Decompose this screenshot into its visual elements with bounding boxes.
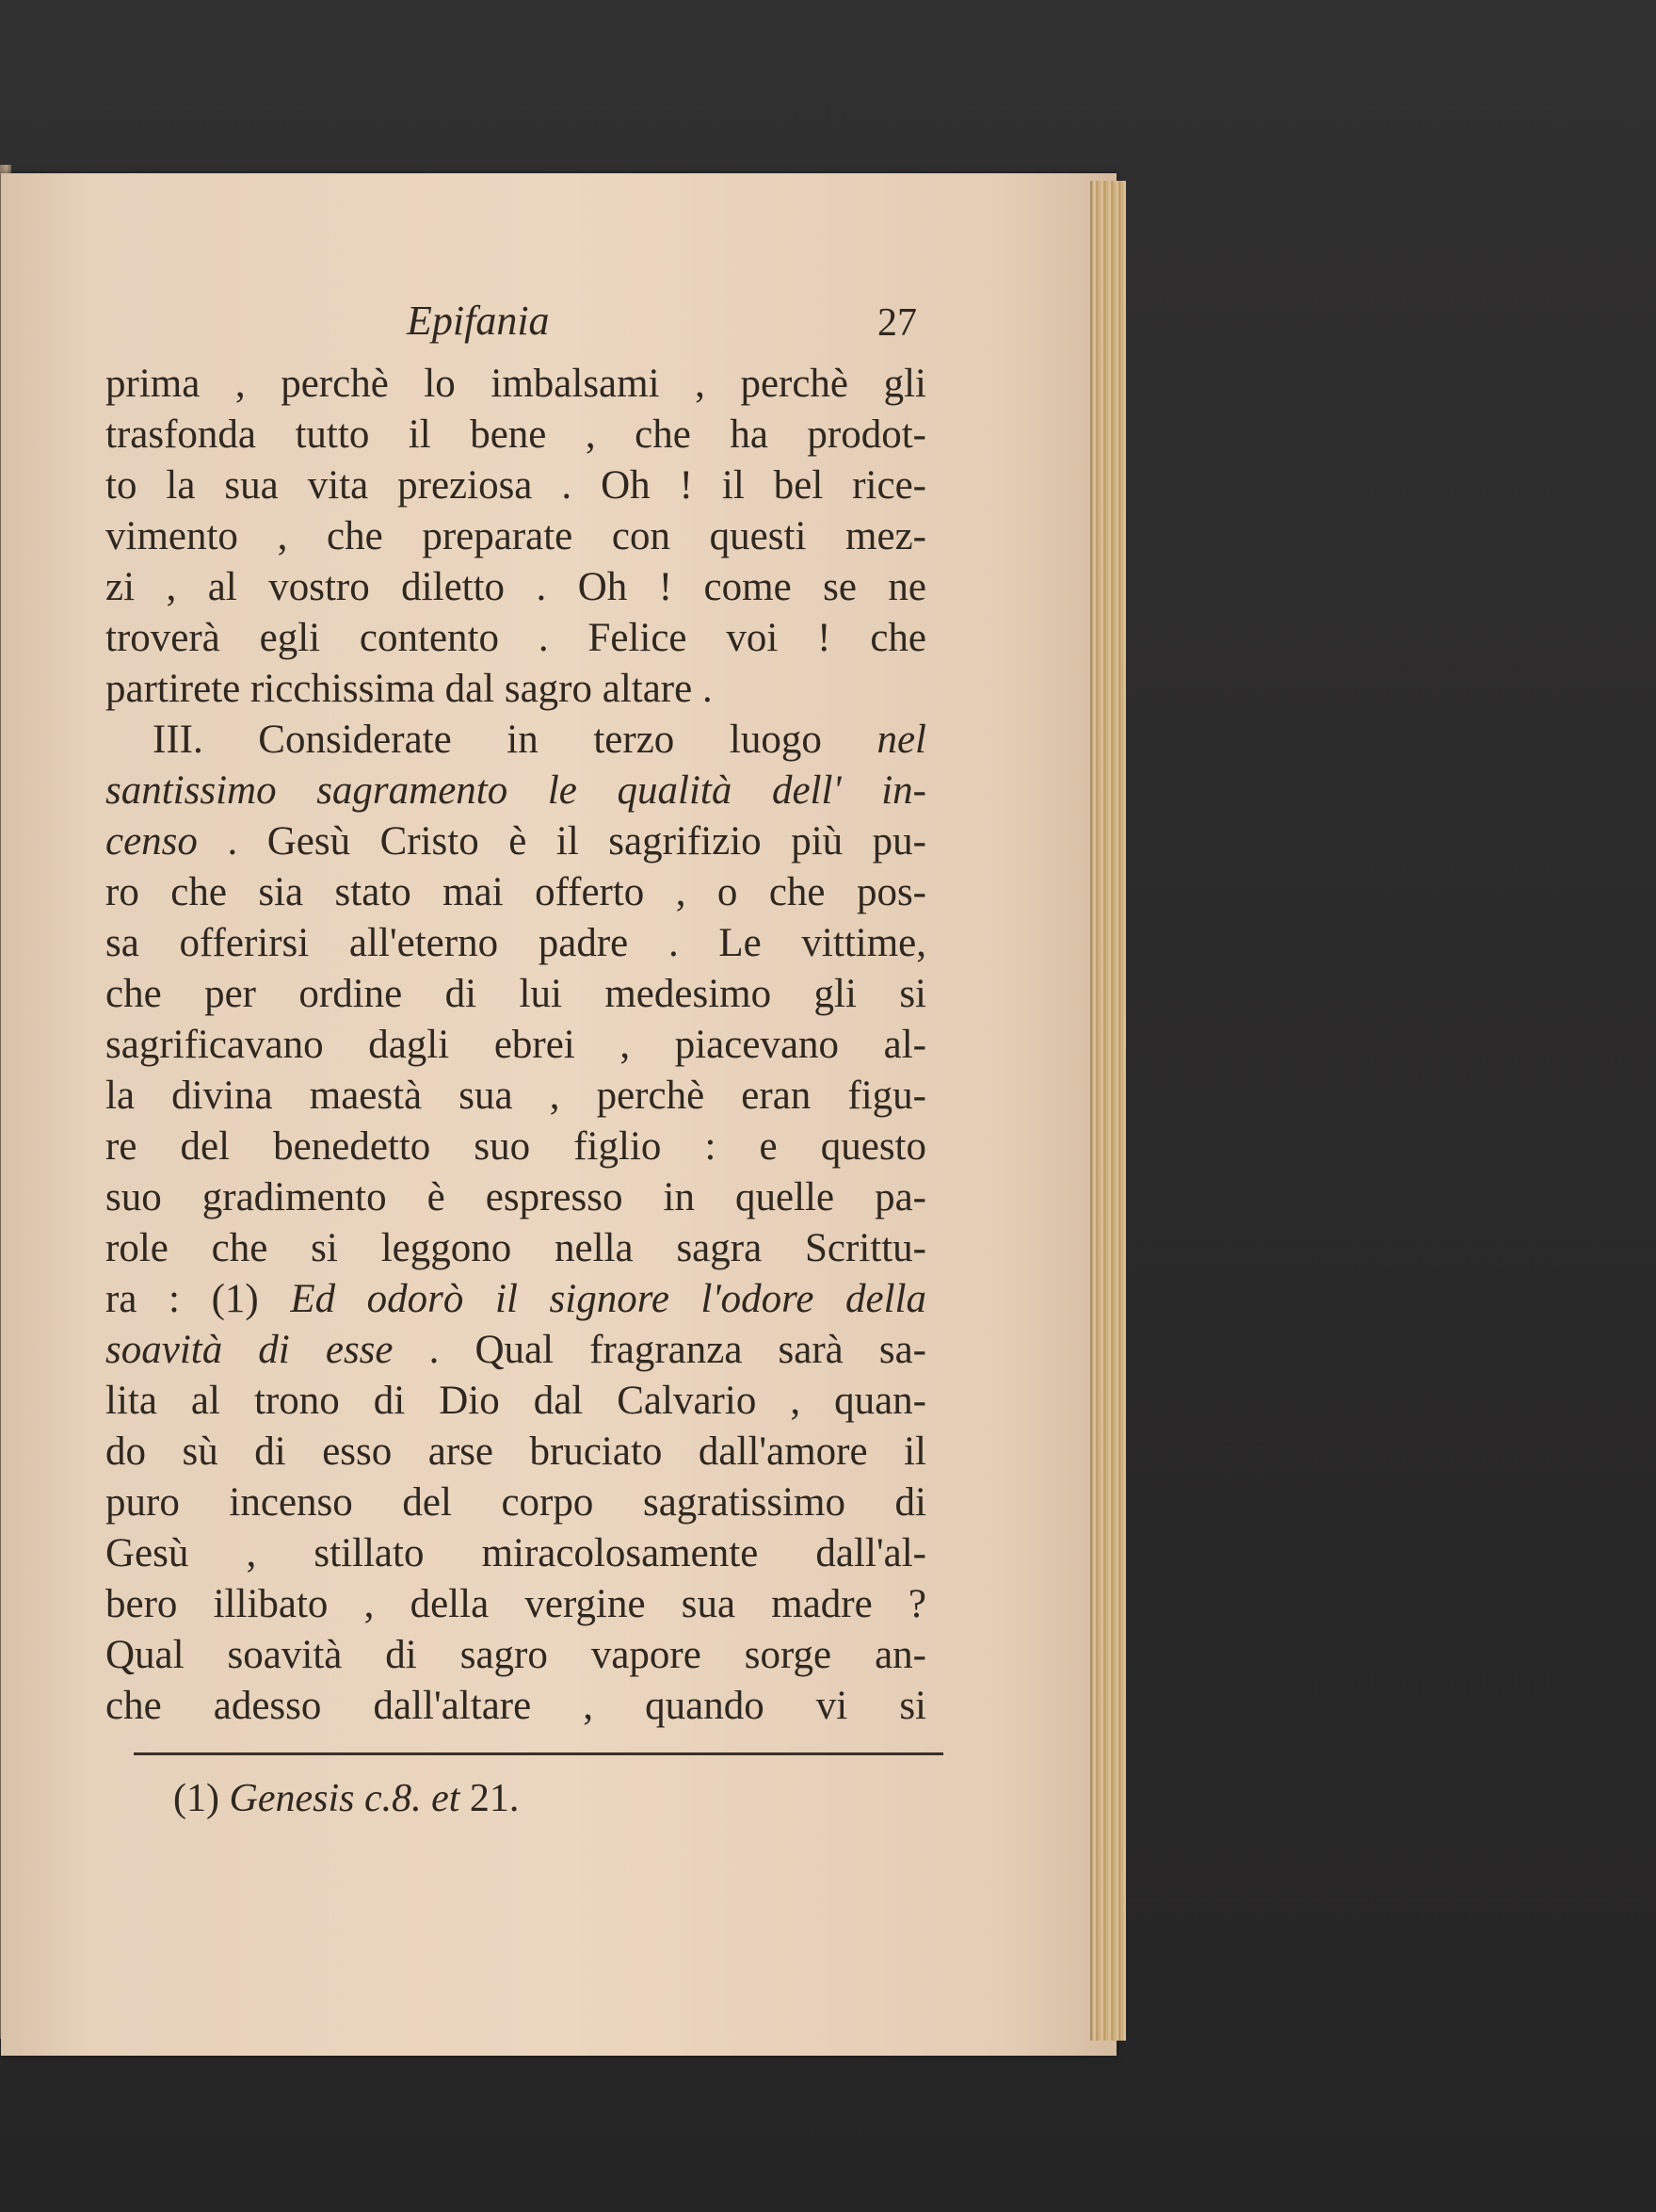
text-line: puro incenso del corpo sagratissimo di: [105, 1480, 926, 1525]
footnote-number: 21.: [469, 1777, 520, 1820]
text-line: [105, 1325, 926, 1376]
italic-run: nel: [876, 718, 926, 762]
text-line: santissimo sagramento le qualità dell' in-: [105, 768, 926, 813]
text-line: [105, 1274, 926, 1325]
running-head: [105, 297, 926, 353]
text-run: . Qual fragranza sarà sa-: [428, 1328, 927, 1372]
text-line: sa offerirsi all'eterno padre . Le vittime,: [105, 921, 926, 965]
footnote-marker: (1): [173, 1777, 219, 1820]
paragraph-2: [105, 715, 926, 1732]
text-line: bero illibato , della vergine sua madre ?: [105, 1582, 926, 1626]
text-line: [105, 715, 926, 766]
text-line: che adesso dall'altare , quando vi si: [105, 1684, 926, 1728]
text-line: partirete ricchissima dal sagro altare .: [105, 667, 713, 711]
italic-run: soavità di esse: [105, 1328, 394, 1372]
page-edges-stack: [1090, 181, 1126, 2041]
text-line: troverà egli contento . Felice voi ! che: [105, 616, 926, 660]
text-line: sagrificavano dagli ebrei , piacevano al-: [105, 1023, 926, 1067]
text-line: to la sua vita preziosa . Oh ! il bel rice-: [105, 463, 926, 508]
page-text: [105, 297, 926, 1821]
text-line: do sù di esso arse bruciato dall'amore il: [105, 1429, 926, 1474]
text-line: suo gradimento è espresso in quelle pa-: [105, 1175, 926, 1219]
text-line: Qual soavità di sagro vapore sorge an-: [105, 1633, 926, 1677]
text-line: che per ordine di lui medesimo gli si: [105, 972, 926, 1016]
text-run: III. Considerate in terzo luogo: [153, 718, 822, 762]
text-line: re del benedetto suo figlio : e questo: [105, 1124, 926, 1169]
text-line: trasfonda tutto il bene , che ha prodot-: [105, 412, 926, 457]
footnote-citation: Genesis c.8. et: [229, 1777, 460, 1820]
text-line: zi , al vostro diletto . Oh ! come se ne: [105, 565, 926, 609]
text-line: [105, 816, 926, 867]
paragraph-1: [105, 359, 926, 715]
text-line: role che si leggono nella sagra Scrittu-: [105, 1226, 926, 1270]
footnote-rule: [134, 1752, 943, 1755]
text-line: Gesù , stillato miracolosamente dall'al-: [105, 1531, 926, 1575]
text-run: . Gesù Cristo è il sagrifizio più pu-: [227, 819, 926, 864]
text-line: vimento , che preparate con questi mez-: [105, 514, 926, 558]
text-line: ro che sia stato mai offerto , o che pos-: [105, 870, 926, 914]
text-line: la divina maestà sua , perchè eran figu-: [105, 1074, 926, 1118]
text-line: lita al trono di Dio dal Calvario , quan-: [105, 1379, 926, 1423]
text-line: prima , perchè lo imbalsami , perchè gli: [105, 362, 926, 406]
page-number: 27: [877, 301, 917, 345]
running-title: Epifania: [407, 298, 550, 344]
footnote: [173, 1776, 926, 1821]
text-run: ra : (1): [105, 1277, 259, 1321]
italic-run: Ed odorò il signore l'odore della: [290, 1277, 926, 1321]
italic-run: censo: [105, 819, 198, 864]
